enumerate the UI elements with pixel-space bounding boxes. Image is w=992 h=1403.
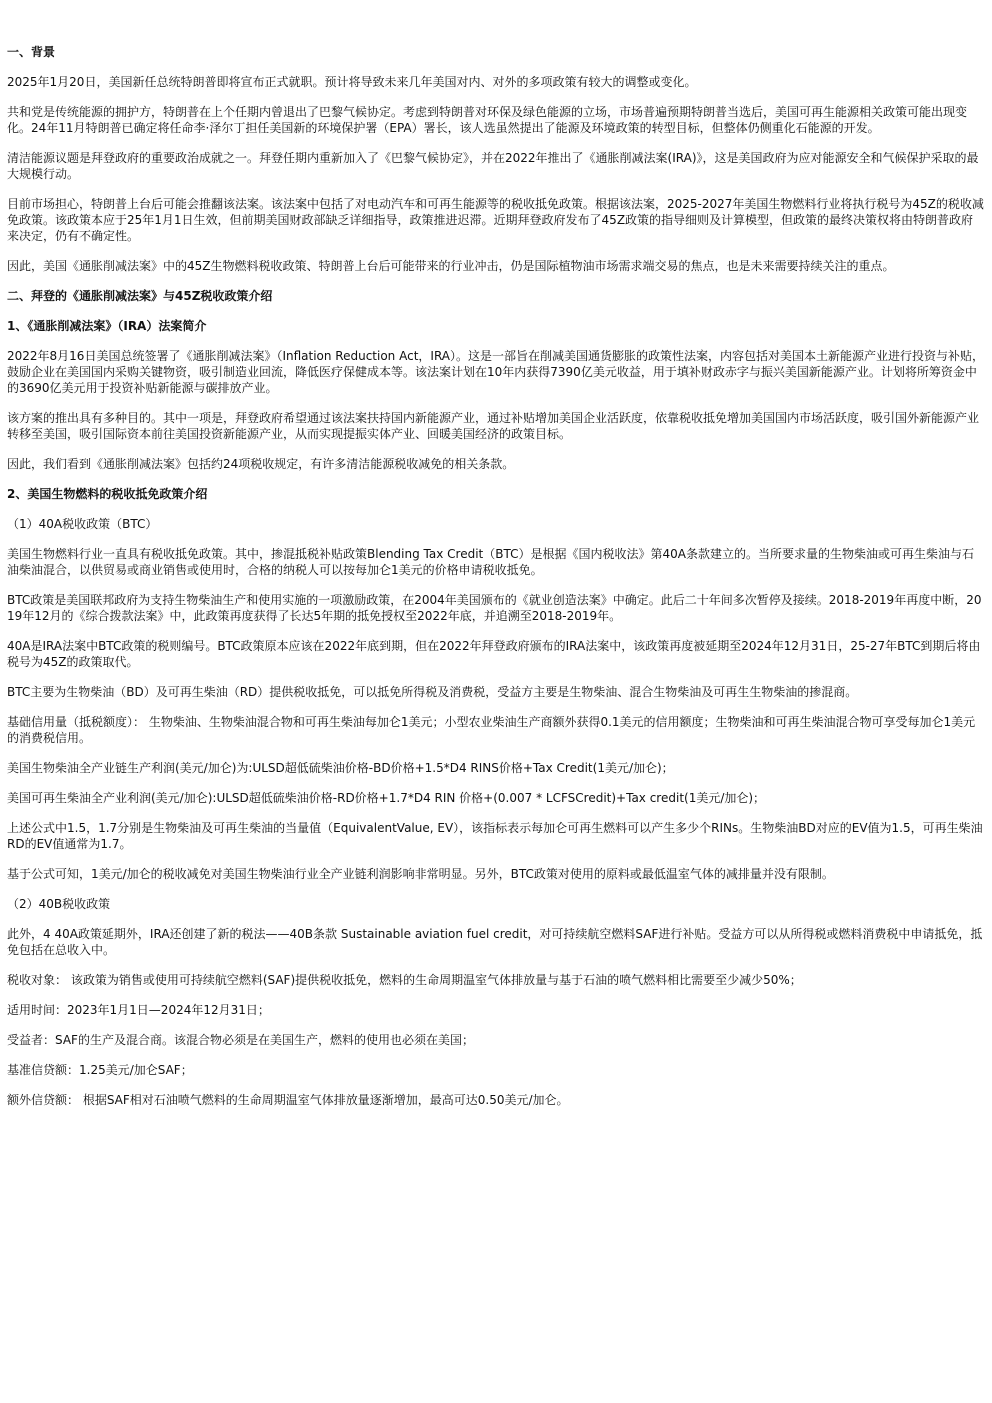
paragraph-40b-base-credit: 基准信贷额：1.25美元/加仑SAF；: [7, 1063, 193, 1077]
paragraph-btc-intro: 美国生物燃料行业一直具有税收抵免政策。其中，掺混抵税补贴政策Blending Tax Credit（BTC）是根据《国内税收法》第40A条款建立的。当所要求量的生物柴油或可再生柴油与石油柴油混合，以供贸易或商业销售或使用时，合格的纳税人可以按每加仑1美元的价格申请税收抵免。: [7, 547, 974, 577]
paragraph-40b-period: 适用时间：2023年1月1日—2024年12月31日；: [7, 1003, 270, 1017]
paragraph-40b-beneficiary: 受益者：SAF的生产及混合商。该混合物必须是在美国生产，燃料的使用也必须在美国；: [7, 1033, 474, 1047]
paragraph-btc-history: BTC政策是美国联邦政府为支持生物柴油生产和使用实施的一项激励政策，在2004年美国颁布的《就业创造法案》中确定。此后二十年间多次暂停及接续。2018-2019年再度中断，2019年12月的《综合拨款法案》中，此政策再度获得了长达5年期的抵免授权至2022年底，并追溯至2018-2019年。: [7, 593, 982, 623]
paragraph-40a-extension: 40A是IRA法案中BTC政策的税则编号。BTC政策原本应该在2022年底到期，但在2022年拜登政府颁布的IRA法案中，该政策再度被延期至2024年12月31日，25-27年BTC到期后将由税号为45Z的政策取代。: [7, 639, 981, 669]
paragraph-40b-target: 税收对象： 该政策为销售或使用可持续航空燃料(SAF)提供税收抵免，燃料的生命周期温室气体排放量与基于石油的喷气燃料相比需要至少减少50%；: [7, 973, 802, 987]
subsection-heading-biofuel-credits: 2、美国生物燃料的税收抵免政策介绍: [7, 487, 208, 501]
paragraph-conclusion-focus: 因此，美国《通胀削减法案》中的45Z生物燃料税收政策、特朗普上台后可能带来的行业冲击，仍是国际植物油市场需求端交易的焦点，也是未来需要持续关注的重点。: [7, 259, 895, 273]
formula-biodiesel-profit: 美国生物柴油全产业链生产利润(美元/加仑)为:ULSD超低硫柴油价格-BD价格+1.5*D4 RINS价格+Tax Credit(1美元/加仑)；: [7, 761, 674, 775]
section-heading-background: 一、背景: [7, 45, 56, 59]
paragraph-republican-energy: 共和党是传统能源的拥护方，特朗普在上个任期内曾退出了巴黎气候协定。考虑到特朗普对环保及绿色能源的立场，市场普遍预期特朗普当选后，美国可再生能源相关政策可能出现变化。24年11月特朗普已确定将任命李·泽尔丁担任美国新的环境保护署（EPA）署长，该人选虽然提出了能源及环境政策的转型目标，但整体仍侧重化石能源的开发。: [7, 105, 968, 135]
paragraph-ira-tax-provisions: 因此，我们看到《通胀削减法案》包括约24项税收规定，有许多清洁能源税收减免的相关条款。: [7, 457, 515, 471]
item-heading-40b: （2）40B税收政策: [7, 897, 111, 911]
paragraph-ira-signing: 2022年8月16日美国总统签署了《通胀削减法案》（Inflation Reduction Act，IRA）。这是一部旨在削减美国通货膨胀的政策性法案，内容包括对美国本土新能源产业进行投资与补贴，鼓励企业在美国国内采购关键物资，吸引制造业回流，降低医疗保健成本等。该法案计划在10年内获得7390亿美元收益，用于填补财政赤字与振兴美国新能源产业。计划将所筹资金中的3690亿美元用于投资补贴新能源与碳排放产业。: [7, 349, 985, 395]
paragraph-market-concern: 目前市场担心，特朗普上台后可能会推翻该法案。该法案中包括了对电动汽车和可再生能源等的税收抵免政策。根据该法案，2025-2027年美国生物燃料行业将执行税号为45Z的税收减免政策。该政策本应于25年1月1日生效，但前期美国财政部缺乏详细指导，政策推进迟滞。近期拜登政府发布了45Z政策的指导细则及计算模型，但政策的最终决策权将由特朗普政府来决定，仍有不确定性。: [7, 197, 984, 243]
paragraph-base-credit: 基础信用量（抵税额度）： 生物柴油、生物柴油混合物和可再生柴油每加仑1美元；小型农业柴油生产商额外获得0.1美元的信用额度；生物柴油和可再生柴油混合物可享受每加仑1美元的消费税信用。: [7, 715, 976, 745]
item-heading-40a: （1）40A税收政策（BTC）: [7, 517, 158, 531]
paragraph-clean-energy: 清洁能源议题是拜登政府的重要政治成就之一。拜登任期内重新加入了《巴黎气候协定》，并在2022年推出了《通胀削减法案(IRA)》，这是美国政府为应对能源安全和气候保护采取的最大规模行动。: [7, 151, 979, 181]
paragraph-40b-extra-credit: 额外信贷额： 根据SAF相对石油喷气燃料的生命周期温室气体排放量逐渐增加，最高可达0.50美元/加仑。: [7, 1093, 569, 1107]
paragraph-equivalent-value: 上述公式中1.5，1.7分别是生物柴油及可再生柴油的当量值（EquivalentValue, EV），该指标表示每加仑可再生燃料可以产生多少个RINs。生物柴油BD对应的EV值为1.5，可再生柴油RD的EV值通常为1.7。: [7, 821, 983, 851]
section-heading-ira-45z: 二、拜登的《通胀削减法案》与45Z税收政策介绍: [7, 289, 273, 303]
formula-renewable-diesel-profit: 美国可再生柴油全产业利润(美元/加仑):ULSD超低硫柴油价格-RD价格+1.7*D4 RIN 价格+(0.007 * LCFSCredit)+Tax credit(1美元/加仑)；: [7, 791, 766, 805]
paragraph-40b-intro: 此外，4 40A政策延期外，IRA还创建了新的税法——40B条款 Sustainable aviation fuel credit，对可持续航空燃料SAF进行补贴。受益方可以从所得税或燃料消费税中申请抵免，抵免包括在总收入中。: [7, 927, 983, 957]
subsection-heading-ira-intro: 1、《通胀削减法案》（IRA）法案简介: [7, 319, 207, 333]
paragraph-credit-impact: 基于公式可知，1美元/加仑的税收减免对美国生物柴油行业全产业链利润影响非常明显。另外，BTC政策对使用的原料或最低温室气体的减排量并没有限制。: [7, 867, 834, 881]
paragraph-ira-purpose: 该方案的推出具有多种目的。其中一项是，拜登政府希望通过该法案扶持国内新能源产业，通过补贴增加美国企业活跃度，依靠税收抵免增加美国国内市场活跃度，吸引国外新能源产业转移至美国，吸引国际资本前往美国投资新能源产业，从而实现提振实体产业、回暖美国经济的政策目标。: [7, 411, 980, 441]
paragraph-inauguration: 2025年1月20日，美国新任总统特朗普即将宣布正式就职。预计将导致未来几年美国对内、对外的多项政策有较大的调整或变化。: [7, 75, 697, 89]
paragraph-btc-scope: BTC主要为生物柴油（BD）及可再生柴油（RD）提供税收抵免，可以抵免所得税及消费税，受益方主要是生物柴油、混合生物柴油及可再生生物柴油的掺混商。: [7, 685, 858, 699]
